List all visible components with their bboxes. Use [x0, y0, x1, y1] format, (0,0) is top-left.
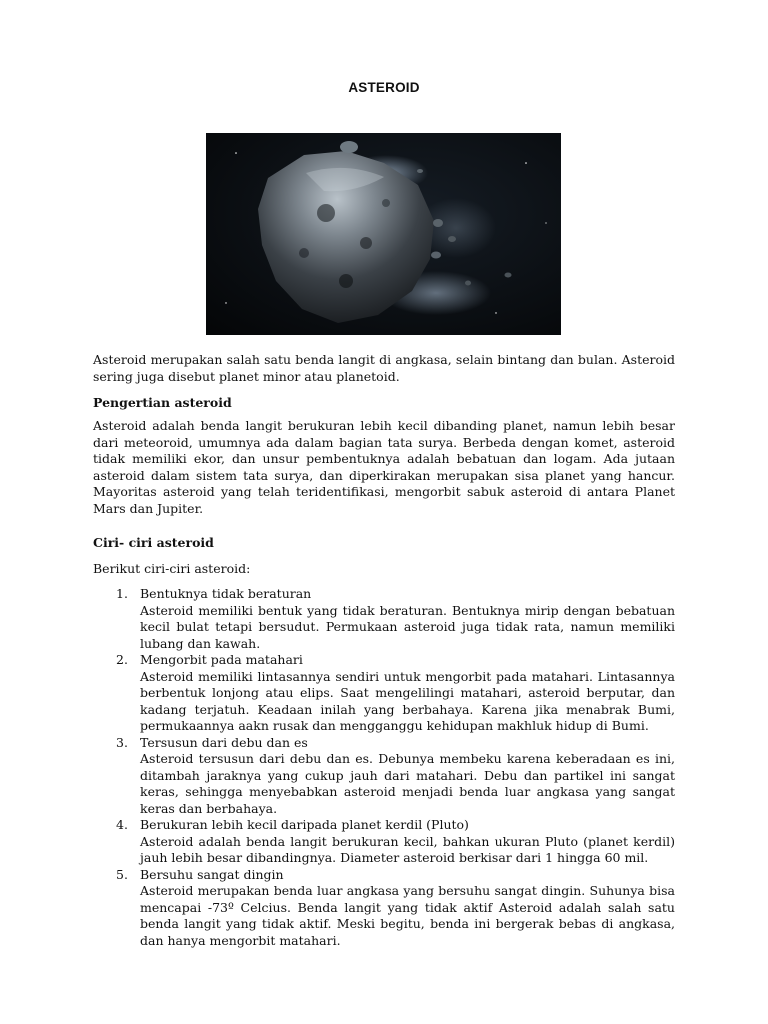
list-item-number: 2.	[116, 652, 128, 667]
list-item-description: Asteroid memiliki lintasannya sendiri untuk mengorbit pada matahari. Lintasannya berbentuk lonjong atau elips. Saat mengelilingi matahari, asteroid berputar, dan kadang terjatuh. Keadaan inilah yang berbahaya. Karena jika menabrak Bumi, permukaannya aakn rusak dan mengganggu kehidupan makhluk hidup di Bumi.	[140, 668, 675, 733]
list-item-title: Berukuran lebih kecil daripada planet kerdil (Pluto)	[140, 817, 469, 832]
list-item-number: 4.	[116, 817, 128, 832]
intro-text: Asteroid merupakan salah satu benda langit di angkasa, selain bintang dan bulan. Asteroid sering juga disebut planet minor atau planetoid.	[93, 352, 675, 384]
list-item-number: 1.	[116, 586, 128, 601]
asteroid-illustration	[206, 133, 561, 335]
list-item-title: Mengorbit pada matahari	[140, 652, 303, 667]
section-heading-pengertian: Pengertian asteroid	[93, 395, 232, 410]
list-item	[93, 652, 675, 735]
list-item	[93, 867, 675, 950]
list-item-description: Asteroid adalah benda langit berukuran kecil, bahkan ukuran Pluto (planet kerdil) jauh lebih besar dibandingnya. Diameter asteroid berkisar dari 1 hingga 60 mil.	[140, 833, 675, 865]
intro-paragraph	[93, 352, 675, 385]
list-item-title: Bersuhu sangat dingin	[140, 866, 284, 882]
list-item-number: 5.	[116, 866, 128, 882]
list-item-title: Bentuknya tidak beraturan	[140, 586, 312, 601]
page-title: ASTEROID	[348, 80, 420, 95]
list-item	[93, 735, 675, 818]
ciri-list	[93, 586, 675, 949]
list-item	[93, 817, 675, 867]
section-heading-ciri: Ciri- ciri asteroid	[93, 535, 214, 550]
list-item-title: Tersusun dari debu dan es	[140, 734, 308, 750]
list-item-description: Asteroid tersusun dari debu dan es. Debunya membeku karena keberadaan es ini, ditambah jaraknya yang cukup jauh dari matahari. Debu dan partikel ini sangat keras, sehingga menyebabkan asteroid menjadi benda luar angkasa yang sangat keras dan berbahaya.	[140, 751, 675, 816]
asteroid-image	[206, 133, 561, 335]
list-item-description: Asteroid memiliki bentuk yang tidak beraturan. Bentuknya mirip dengan bebatuan kecil bulat tetapi bersudut. Permukaan asteroid juga tidak rata, namun memiliki lubang dan kawah.	[140, 602, 675, 651]
list-item-number: 3.	[116, 734, 128, 750]
list-item-description: Asteroid merupakan benda luar angkasa yang bersuhu sangat dingin. Suhunya bisa mencapai -73º Celcius. Benda langit yang tidak aktif Asteroid adalah salah satu benda langit yang tidak aktif. Meski begitu, benda ini bergerak bebas di angkasa, dan hanya mengorbit matahari.	[140, 883, 675, 948]
pengertian-paragraph	[93, 418, 675, 518]
ciri-lead: Berikut ciri-ciri asteroid:	[93, 561, 251, 576]
list-item	[93, 586, 675, 652]
pengertian-text: Asteroid adalah benda langit berukuran lebih kecil dibanding planet, namun lebih besar dari meteoroid, umumnya ada dalam bagian tata surya. Berbeda dengan komet, asteroid tidak memiliki ekor, dan unsur pembentuknya adalah bebatuan dan logam. Ada jutaan asteroid dalam sistem tata surya, dan diperkirakan merupakan sisa planet yang hancur. Mayoritas asteroid yang telah teridentifikasi, mengorbit sabuk asteroid di antara Planet Mars dan Jupiter.	[93, 418, 675, 516]
